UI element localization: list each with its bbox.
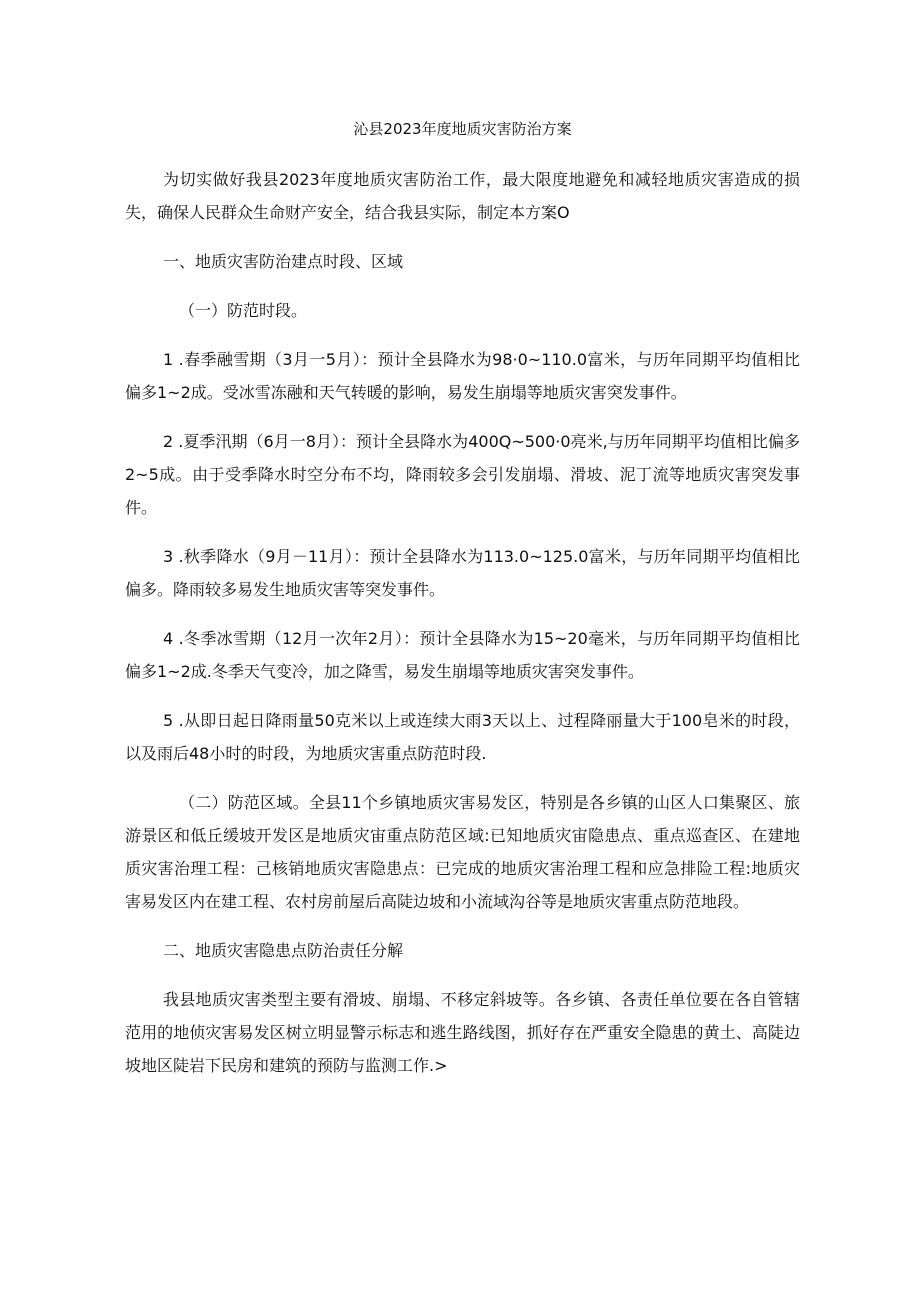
period-item-1: 1 .春季融雪期（3月一5月）：预计全县降水为98·0~110.0富米，与历年同期平均值相比偏多1~2成。受冰雪冻融和天气转暖的影响，易发生崩塌等地质灾害突发事件。 [125, 350, 800, 402]
subsection-heading-period: （一）防范时段。 [179, 301, 308, 320]
section-heading-1: 一、地质灾害防治建点时段、区域 [163, 252, 404, 271]
area-paragraph: （二）防范区域。全县11个乡镇地质灾害易发区，特别是各乡镇的山区人口集聚区、旅游景区和低丘缓坡开发区是地质灾宙重点防范区域:已知地质灾宙隐患点、重点巡查区、在建地质灾害治理工程：己核销地质灾害隐患点：已完成的地质灾害治理工程和应急排险工程:地质灾害易发区内在建工程、农村房前屋后高陡边坡和小流域沟谷等是地质灾害重点防范地段。 [125, 793, 800, 911]
section-heading-2: 二、地质灾害隐患点防治责任分解 [163, 941, 404, 960]
intro-paragraph: 为切实做好我县2023年度地质灾害防治工作，最大限度地避免和减轻地质灾害造成的损失，确保人民群众生命财产安全，结合我县实际，制定本方案O [125, 170, 800, 222]
period-item-5: 5 .从即日起日降雨量50克米以上或连续大雨3天以上、过程降丽量大于100皂米的时段，以及雨后48小时的时段，为地质灾害重点防范时段. [125, 711, 800, 763]
period-item-3: 3 .秋季降水（9月－11月）：预计全县降水为113.0~125.0富米，与历年同期平均值相比偏多。降雨较多易发生地质灾害等突发事件。 [125, 547, 800, 599]
document-body [125, 117, 800, 1098]
document-title: 沁县2023年度地质灾害防治方案 [353, 120, 572, 138]
responsibility-paragraph: 我县地质灾害类型主要有滑坡、崩塌、不移定斜坡等。各乡镇、各责任单位要在各自管辖范用的地侦灾害易发区树立明显警示标志和逃生路线图，抓好存在严重安全隐患的黄土、高陡边坡地区陡岩下民房和建筑的预防与监测工作.> [125, 990, 800, 1075]
period-item-2: 2 .夏季汛期（6月一8月）：预计全县降水为400Q~500·0亮米,与历年同期平均值相比偏多2~5成。由于受季降水时空分布不均，降雨较多会引发崩塌、滑坡、泥丁流等地质灾害突发事件。 [125, 432, 800, 517]
period-item-4: 4 .冬季冰雪期（12月一次年2月）：预计全县降水为15~20毫米，与历年同期平均值相比偏多1~2成.冬季天气变冷，加之降雪，易发生崩塌等地质灾害突发事件。 [125, 629, 800, 681]
